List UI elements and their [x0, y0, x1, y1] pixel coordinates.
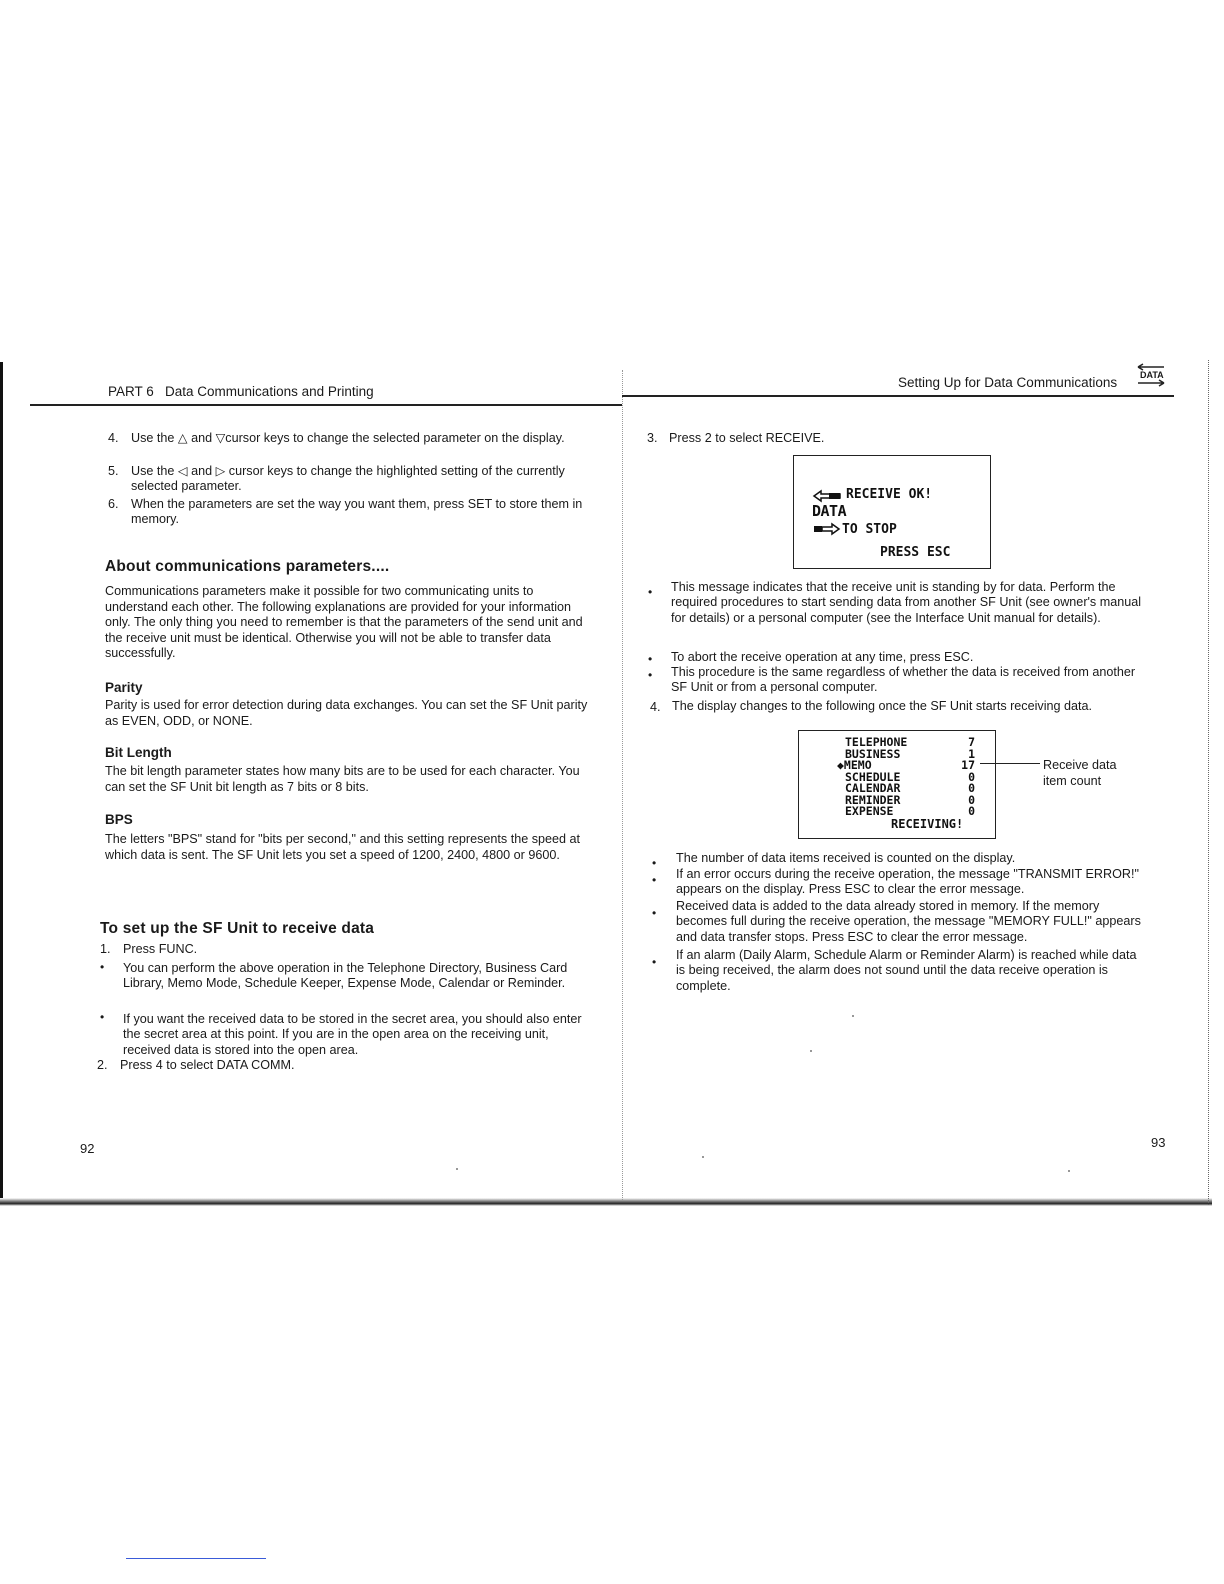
left-running-header: PART 6 Data Communications and Printing — [108, 384, 374, 399]
data-transfer-icon — [1136, 363, 1166, 387]
step-text: When the parameters are set the way you want them, press SET to store them in memory. — [131, 497, 583, 527]
bullet-text: Received data is added to the data already stored in memory. If the memory becomes full during the receive operation, the message "MEMORY FULL!" appears and data transfer stops. Press ESC to clear the error message. — [676, 899, 1141, 944]
lcd-receiving-screen — [798, 730, 996, 839]
step-text: Press 4 to select DATA COMM. — [120, 1058, 295, 1072]
step-number: 4. — [650, 700, 661, 714]
bullet-text: This procedure is the same regardless of whether the data is received from another SF Unit or from a personal computer. — [671, 665, 1136, 695]
left-header-rule — [30, 404, 622, 406]
lcd-item-count: 0 — [968, 781, 975, 795]
step-text: Use the △ and ▽cursor keys to change the selected parameter on the display. — [131, 431, 565, 445]
callout-leader-line — [980, 763, 1040, 764]
bps-heading: BPS — [105, 812, 133, 827]
lcd-item-count: 0 — [968, 769, 975, 784]
parity-paragraph: Parity is used for error detection during data exchanges. You can set the SF Unit parity as EVEN, ODD, or NONE. — [105, 698, 588, 728]
lcd-item-label: REMINDER — [845, 792, 901, 807]
bottom-link-line — [126, 1558, 266, 1559]
right-header-rule — [622, 395, 1174, 397]
lcd-press-esc-text: PRESS ESC — [880, 545, 951, 560]
step-text: The display changes to the following once the SF Unit starts receiving data. — [672, 699, 1093, 713]
step-number: 3. — [647, 431, 658, 445]
bullet-text: This message indicates that the receive unit is standing by for data. Perform the required procedures to start sending data from another SF Unit (see owner's manual for details) or a personal computer (see the Interface Unit manual for details). — [671, 580, 1142, 625]
lcd-item-count: 0 — [968, 792, 975, 807]
step-text: Press FUNC. — [123, 942, 198, 956]
bullet-text: The number of data items received is counted on the display. — [676, 851, 1016, 865]
bullet-text: To abort the receive operation at any time, press ESC. — [671, 650, 974, 664]
page-number-right: 93 — [1151, 1135, 1166, 1150]
send-arrow-icon — [812, 522, 842, 536]
receive-arrow-icon — [812, 489, 842, 503]
scan-speck — [456, 1168, 458, 1170]
about-heading: About communications parameters.... — [105, 558, 390, 575]
bullet-dot: • — [652, 955, 657, 969]
lcd-item-label: SCHEDULE — [845, 769, 901, 784]
bullet-text: If you want the received data to be stored in the secret area, you should also enter the secret area at this point. If you are in the open area on the receiving unit, received data is stored into the open area. — [123, 1012, 582, 1057]
lcd-item-count: 17 — [961, 758, 975, 772]
step-text: Press 2 to select RECEIVE. — [669, 431, 825, 445]
step-number: 1. — [100, 942, 111, 956]
setup-heading: To set up the SF Unit to receive data — [100, 920, 375, 937]
bullet-text: You can perform the above operation in the Telephone Directory, Business Card Library, Memo Mode, Schedule Keeper, Expense Mode, Calendar or Reminder. — [123, 961, 568, 991]
bullet-dot: • — [652, 873, 657, 887]
scan-speck — [702, 1156, 704, 1158]
lcd-receive-ok-text: RECEIVE OK! — [846, 487, 933, 502]
step-number: 5. — [108, 464, 119, 478]
scan-speck — [1068, 1170, 1070, 1172]
bit-length-heading: Bit Length — [105, 745, 172, 760]
lcd-to-stop-text: TO STOP — [842, 522, 897, 537]
lcd-item-label: CALENDAR — [845, 781, 901, 795]
parity-heading: Parity — [105, 680, 143, 695]
bps-paragraph: The letters "BPS" stand for "bits per second," and this setting represents the speed at which data is sent. The SF Unit lets you set a speed of 1200, 2400, 4800 or 9600. — [105, 832, 581, 862]
step-number: 6. — [108, 497, 119, 511]
bullet-dot: • — [100, 960, 105, 974]
scan-edge-right — [1208, 360, 1211, 1205]
step-text: Use the ◁ and ▷ cursor keys to change the highlighted setting of the currently selected parameter. — [131, 464, 565, 494]
data-logo: DATA — [812, 502, 847, 520]
lcd-item-label: ◆MEMO — [837, 758, 872, 772]
lcd-item-count: 7 — [968, 735, 975, 749]
lcd-item-label: BUSINESS — [845, 746, 901, 761]
lcd-item-label: TELEPHONE — [845, 735, 908, 749]
bullet-dot: • — [648, 652, 653, 666]
page-number-left: 92 — [80, 1141, 95, 1156]
bullet-dot: • — [100, 1010, 105, 1024]
scan-speck — [810, 1050, 812, 1052]
right-running-header: Setting Up for Data Communications — [898, 375, 1118, 390]
step-number: 2. — [97, 1058, 108, 1072]
step-number: 4. — [108, 431, 119, 445]
lcd-item-count: 0 — [968, 804, 975, 818]
scan-edge-bottom — [0, 1198, 1212, 1206]
bullet-text: If an error occurs during the receive operation, the message "TRANSMIT ERROR!" appears on the display. Press ESC to clear the error message. — [676, 867, 1139, 897]
bullet-dot: • — [652, 856, 657, 870]
bullet-dot: • — [648, 668, 653, 682]
lcd-item-count: 1 — [968, 746, 975, 761]
bullet-text: If an alarm (Daily Alarm, Schedule Alarm or Reminder Alarm) is reached while data is being received, the alarm does not sound until the data receive operation is complete. — [676, 948, 1137, 993]
page-gutter — [622, 370, 623, 1200]
bullet-dot: • — [648, 585, 653, 599]
data-icon-label: DATA — [1140, 370, 1164, 380]
bullet-dot: • — [652, 906, 657, 920]
callout-label: Receive data item count — [1043, 758, 1117, 788]
lcd-receiving-status: RECEIVING! — [891, 817, 964, 831]
about-paragraph: Communications parameters make it possible for two communicating units to understand each other. The following explanations are provided for your information only. The only thing you need to remember is that the parameters of the send unit and the receive unit must be identical. Otherwise you will not be able to transfer data successfully. — [105, 584, 583, 661]
lcd-item-label: EXPENSE — [845, 804, 894, 818]
scan-edge-left — [0, 362, 3, 1202]
scan-speck — [852, 1015, 854, 1017]
bit-length-paragraph: The bit length parameter states how many bits are to be used for each character. You can set the SF Unit bit length as 7 bits or 8 bits. — [105, 764, 580, 794]
lcd-receive-screen — [793, 455, 991, 569]
